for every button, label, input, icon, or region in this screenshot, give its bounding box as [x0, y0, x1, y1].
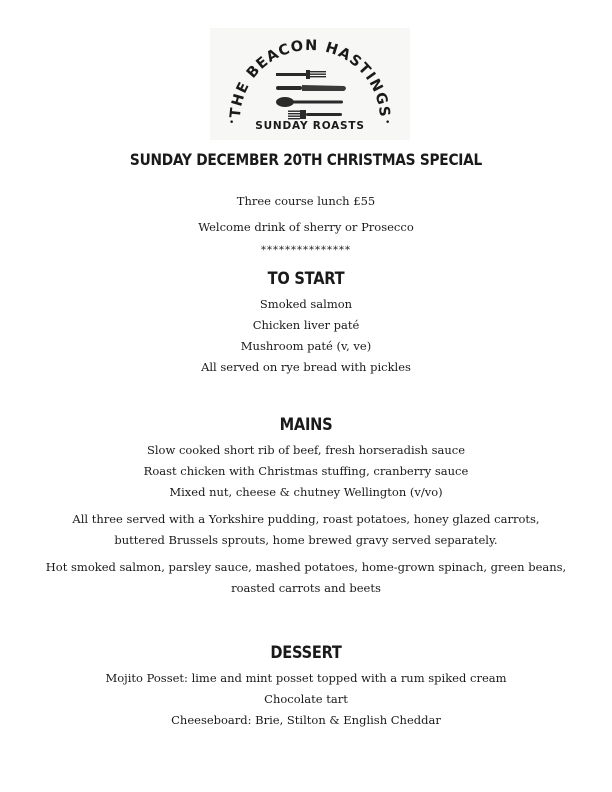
svg-text:•: •: [229, 118, 235, 128]
dessert-item: Cheeseboard: Brie, Stilton & English Cheddar: [171, 713, 441, 727]
starter-item: Chicken liver paté: [252, 318, 360, 332]
spoon-icon: [276, 97, 343, 107]
knife-icon: [276, 85, 346, 91]
menu-title: SUNDAY DECEMBER 20TH CHRISTMAS SPECIAL: [129, 150, 483, 169]
main-fish-item: Hot smoked salmon, parsley sauce, mashed potatoes, home-grown spinach, green beans,: [45, 560, 567, 574]
starters-heading: TO START: [267, 269, 345, 289]
starter-item: Smoked salmon: [259, 297, 353, 311]
logo-name: THE BEACON HASTINGS: [227, 37, 393, 119]
dessert-heading: DESSERT: [270, 643, 342, 663]
main-item: Slow cooked short rib of beef, fresh horseradish sauce: [146, 443, 466, 457]
svg-text:THE BEACON HASTINGS: [228, 38, 392, 119]
logo: [210, 28, 410, 140]
price-line: Three course lunch £55: [236, 194, 376, 208]
mains-heading: MAINS: [279, 415, 333, 435]
logo-tagline: SUNDAY ROASTS: [255, 120, 365, 132]
mains-served-note: All three served with a Yorkshire pudding, roast potatoes, honey glazed carrots,: [72, 512, 540, 526]
divider: ***************: [261, 245, 351, 256]
main-item: Roast chicken with Christmas stuffing, cranberry sauce: [143, 464, 469, 478]
fork-icon: [288, 110, 342, 119]
fork-icon: [276, 70, 326, 79]
dessert-item: Mojito Posset: lime and mint posset topped with a rum spiked cream: [105, 671, 507, 685]
welcome-drink: Welcome drink of sherry or Prosecco: [198, 220, 414, 234]
main-fish-item: roasted carrots and beets: [231, 581, 381, 595]
svg-text:•: •: [385, 118, 391, 128]
dessert-item: Chocolate tart: [264, 692, 348, 706]
mains-served-note: buttered Brussels sprouts, home brewed gravy served separately.: [114, 533, 498, 547]
starter-note: All served on rye bread with pickles: [201, 360, 411, 374]
starter-item: Mushroom paté (v, ve): [240, 339, 372, 353]
main-item: Mixed nut, cheese & chutney Wellington (v/vo): [169, 485, 443, 499]
